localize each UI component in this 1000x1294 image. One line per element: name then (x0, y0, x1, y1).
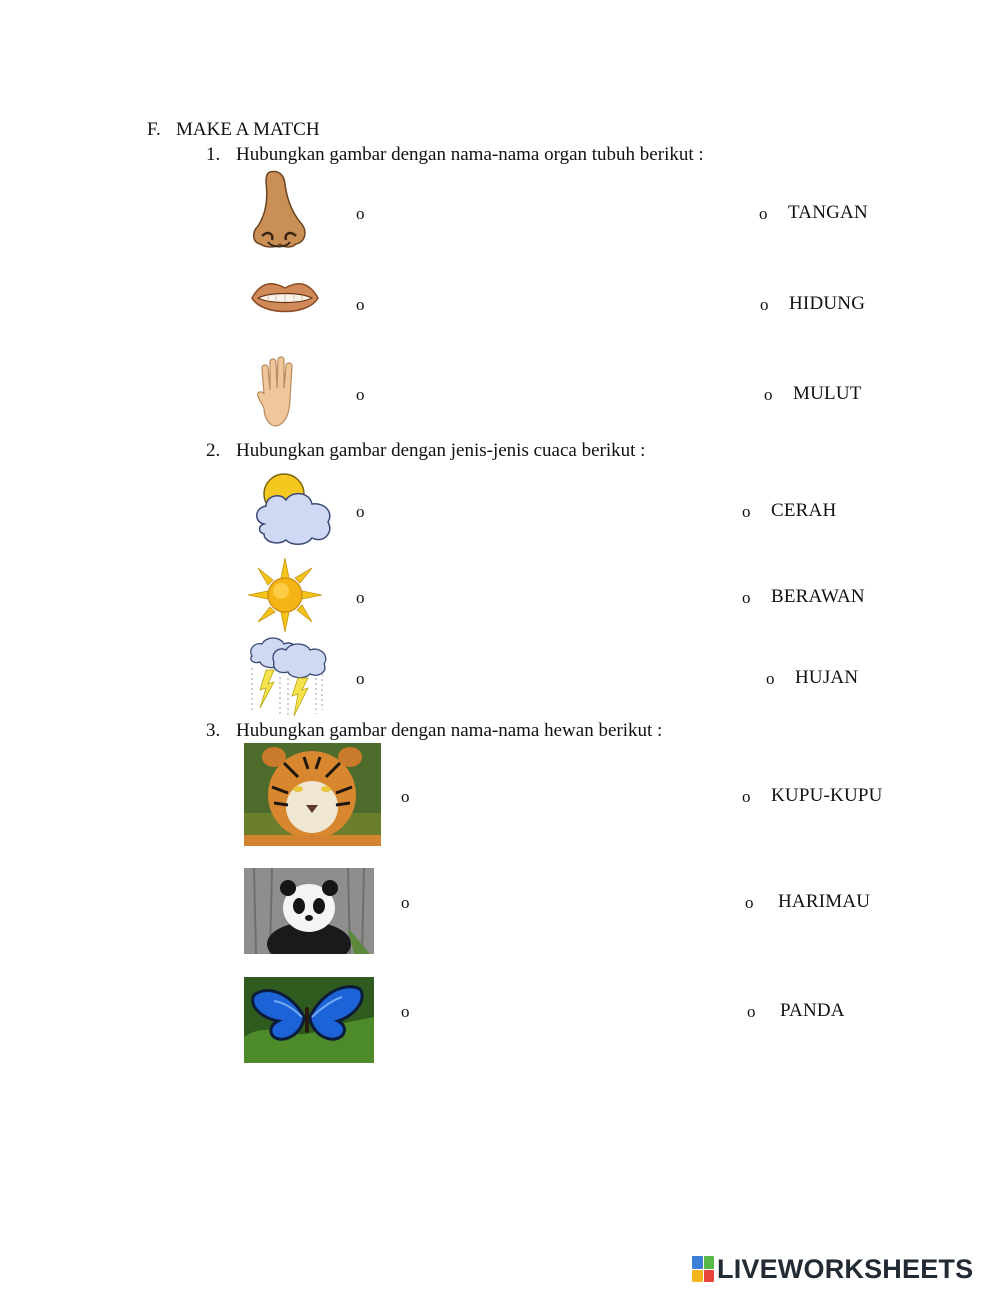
panda-image (244, 868, 374, 954)
right-bullet[interactable]: o (742, 588, 751, 607)
left-bullet[interactable]: o (401, 787, 410, 806)
tiger-image (244, 743, 381, 846)
nose-image (248, 168, 310, 252)
left-bullet[interactable]: o (356, 502, 365, 521)
answer-label: BERAWAN (771, 586, 865, 607)
right-bullet[interactable]: o (747, 1002, 756, 1021)
answer-label: CERAH (771, 500, 837, 521)
left-bullet[interactable]: o (356, 295, 365, 314)
logo-square (704, 1270, 715, 1283)
right-bullet[interactable]: o (766, 669, 775, 688)
answer-label: MULUT (793, 383, 862, 404)
right-bullet[interactable]: o (742, 787, 751, 806)
answer-label: TANGAN (788, 202, 868, 223)
hand-image (250, 354, 308, 432)
question-2-text: Hubungkan gambar dengan jenis-jenis cuaca berikut : (236, 440, 646, 461)
answer-label: KUPU-KUPU (771, 785, 883, 806)
left-bullet[interactable]: o (401, 893, 410, 912)
right-bullet[interactable]: o (745, 893, 754, 912)
logo-square (692, 1256, 703, 1269)
storm-image (246, 634, 330, 718)
question-1-number: 1. (206, 144, 221, 165)
question-3-number: 3. (206, 720, 221, 741)
answer-label: HUJAN (795, 667, 859, 688)
right-bullet[interactable]: o (760, 295, 769, 314)
section-letter: F. (147, 119, 161, 140)
section-title: MAKE A MATCH (176, 119, 320, 140)
butterfly-image (244, 977, 374, 1063)
answer-label: HIDUNG (789, 293, 866, 314)
logo-mark-icon (692, 1256, 714, 1282)
right-bullet[interactable]: o (759, 204, 768, 223)
left-bullet[interactable]: o (401, 1002, 410, 1021)
cloudy-sun-image (250, 472, 336, 546)
question-2-number: 2. (206, 440, 221, 461)
left-bullet[interactable]: o (356, 588, 365, 607)
right-bullet[interactable]: o (742, 502, 751, 521)
right-bullet[interactable]: o (764, 385, 773, 404)
left-bullet[interactable]: o (356, 204, 365, 223)
answer-label: HARIMAU (778, 891, 871, 912)
liveworksheets-logo[interactable] (692, 1252, 973, 1286)
left-bullet[interactable]: o (356, 669, 365, 688)
answer-label: PANDA (780, 1000, 845, 1021)
mouth-image (248, 272, 322, 324)
left-bullet[interactable]: o (356, 385, 365, 404)
question-1-text: Hubungkan gambar dengan nama-nama organ tubuh berikut : (236, 144, 704, 165)
logo-square (704, 1256, 715, 1269)
sun-image (246, 556, 324, 634)
logo-text: LIVEWORKSHEETS (717, 1253, 974, 1284)
logo-square (692, 1270, 703, 1283)
question-3-text: Hubungkan gambar dengan nama-nama hewan berikut : (236, 720, 663, 741)
